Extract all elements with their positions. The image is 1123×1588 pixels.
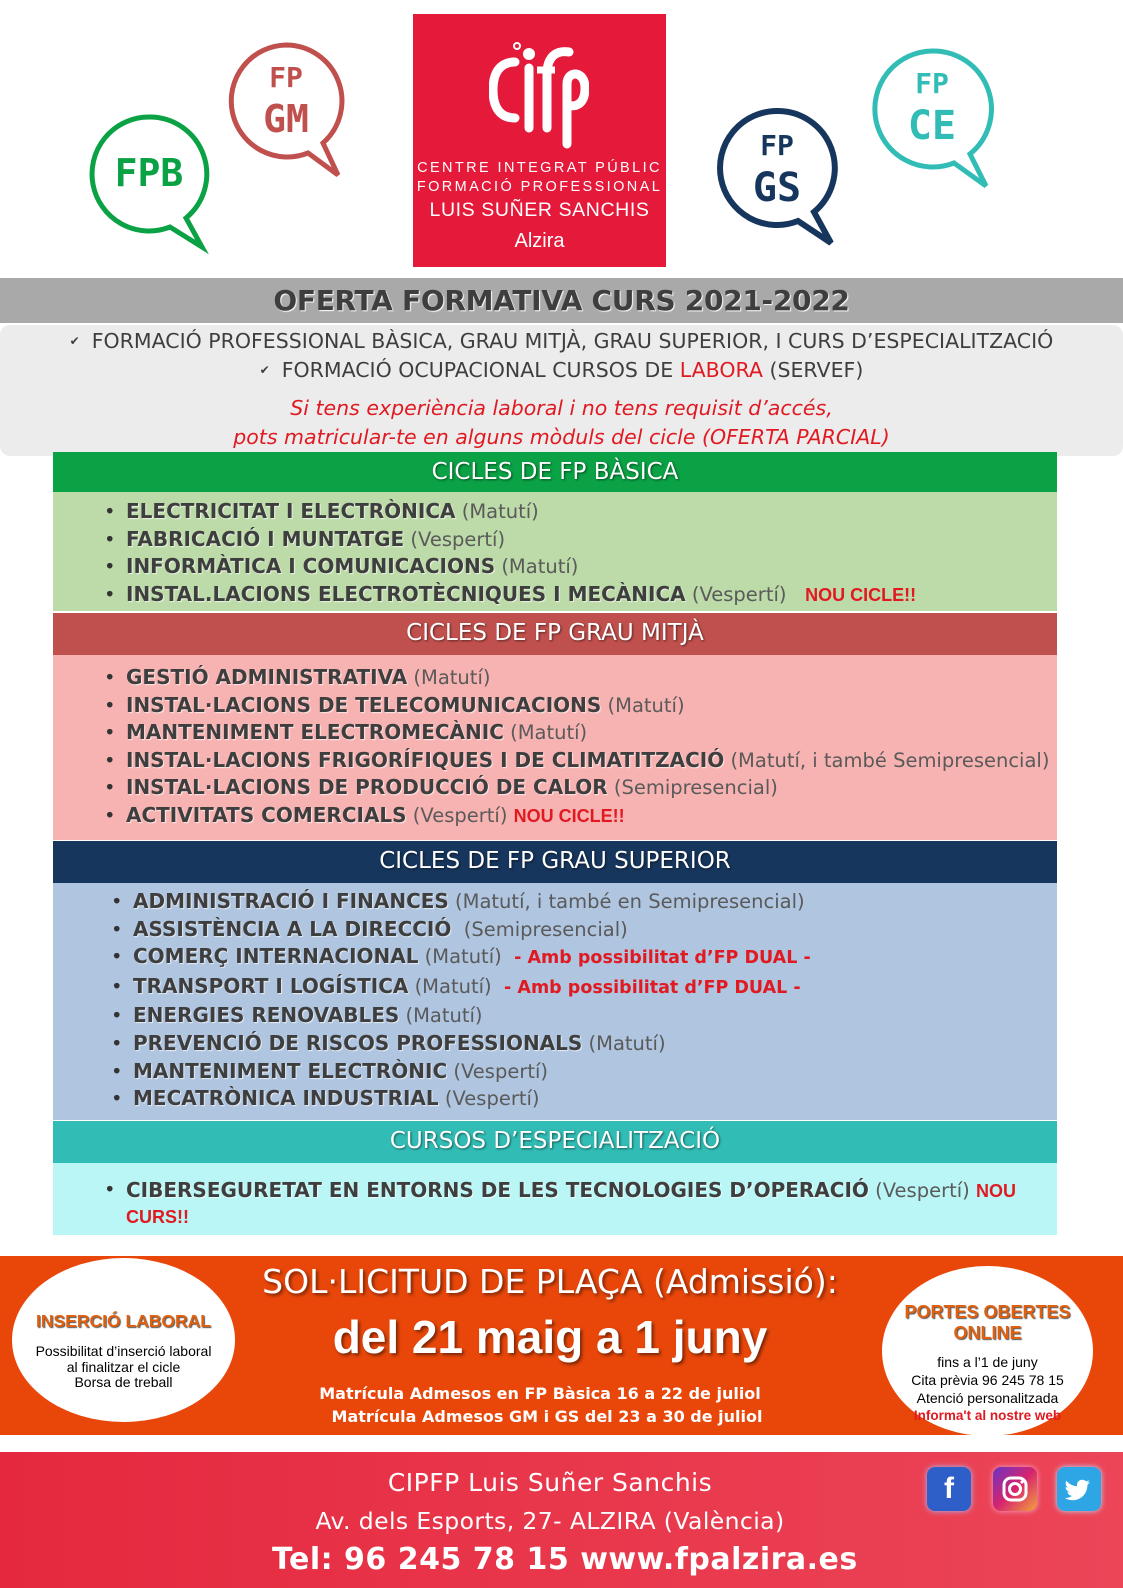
cycle-name: INFORMÀTICA I COMUNICACIONS	[126, 554, 496, 579]
section-header-superior: CICLES DE FP GRAU SUPERIOR	[53, 841, 1057, 883]
cycle-name: MECATRÒNICA INDUSTRIAL	[133, 1086, 439, 1111]
labora-text: LABORA	[679, 358, 763, 382]
cycle-name: COMERÇ INTERNACIONAL	[133, 944, 419, 969]
section-body-especialitzacio	[53, 1163, 1057, 1235]
logo-line-3: LUIS SUÑER SANCHIS	[429, 199, 650, 221]
ce-bubble-text-top: FP	[915, 67, 949, 100]
cycle-name: FABRICACIÓ I MUNTATGE	[126, 526, 405, 551]
new-badge: NOU CICLE!!	[513, 805, 625, 826]
gm-bubble-logo	[226, 42, 346, 180]
dual-badge: - Amb possibilitat d’FP DUAL -	[504, 977, 801, 998]
new-badge-continuation: CURS!!	[126, 1207, 189, 1227]
ce-bubble-text-bottom: CE	[907, 103, 957, 149]
cycle-shift: (Matutí)	[414, 974, 492, 998]
cycle-name: CIBERSEGURETAT EN ENTORNS DE LES TECNOLOGIES D’OPERACIÓ	[126, 1178, 869, 1202]
cycle-name: TRANSPORT I LOGÍSTICA	[133, 973, 409, 998]
intro-line-1	[0, 325, 1123, 356]
intro-box	[0, 325, 1123, 456]
logo-line-1: CENTRE INTEGRAT PÚBLIC	[417, 160, 662, 176]
admission-dates: del 21 maig a 1 juny	[332, 1311, 768, 1363]
admission-title: SOL·LICITUD DE PLAÇA (Admissió):	[262, 1262, 838, 1301]
facebook-icon[interactable]: f	[927, 1467, 971, 1511]
list-item	[133, 888, 1057, 916]
twitter-icon[interactable]	[1057, 1467, 1101, 1511]
cycle-name: MANTENIMENT ELECTROMECÀNIC	[126, 720, 504, 745]
portes-title-line-1: PORTES OBERTES	[904, 1302, 1071, 1322]
enrollment-note-fpb: Matrícula Admesos en FP Bàsica 16 a 22 de juliol	[319, 1384, 761, 1403]
cycle-name: INSTAL·LACIONS DE TELECOMUNICACIONS	[126, 692, 602, 717]
portes-text	[882, 1353, 1093, 1407]
cycle-name: ENERGIES RENOVABLES	[133, 1003, 400, 1028]
check-icon: ✔	[69, 334, 80, 348]
list-item	[126, 498, 1057, 526]
check-icon: ✔	[259, 363, 270, 377]
cycle-shift: (Matutí)	[461, 500, 539, 523]
gs-bubble-text-bottom: GS	[752, 165, 802, 211]
footer-address: Av. dels Esports, 27- ALZIRA (València)	[315, 1507, 785, 1535]
list-item	[126, 802, 1057, 831]
list-item-continuation	[126, 1204, 1057, 1230]
section-body-basica	[53, 492, 1057, 611]
gm-bubble-text-bottom: GM	[263, 97, 309, 141]
cycle-name: INSTAL·LACIONS DE PRODUCCIÓ DE CALOR	[126, 775, 608, 800]
cycle-shift: (Matutí, i també en Semipresencial)	[455, 890, 805, 913]
list-item	[133, 1030, 1057, 1058]
enrollment-note-gm-gs: Matrícula Admesos GM i GS del 23 a 30 de juliol	[331, 1407, 763, 1426]
ce-bubble-logo	[870, 48, 994, 190]
instagram-icon[interactable]	[993, 1467, 1037, 1511]
section-header-especialitzacio: CURSOS D’ESPECIALITZACIÓ	[53, 1121, 1057, 1163]
instagram-glyph	[993, 1467, 1037, 1511]
gm-bubble-text-top: FP	[269, 61, 303, 94]
list-item	[133, 943, 1057, 973]
list-item	[126, 719, 1057, 747]
insercio-line-2: al finalitzar el cicle	[66, 1358, 181, 1375]
new-badge: NOU CICLE!!	[805, 584, 917, 605]
fpb-bubble-logo	[88, 114, 210, 254]
list-item	[126, 553, 1057, 581]
cycle-name: ADMINISTRACIÓ I FINANCES	[133, 889, 449, 913]
cycle-shift: (Semipresencial)	[613, 776, 778, 800]
section-body-mitja	[53, 655, 1057, 840]
cycle-shift: (Matutí)	[588, 1031, 666, 1055]
insercio-title: INSERCIÓ LABORAL	[36, 1311, 211, 1331]
cycle-name: MANTENIMENT ELECTRÒNIC	[133, 1058, 448, 1083]
servef-text: (SERVEF)	[769, 358, 864, 382]
cifp-logo-mark	[489, 40, 589, 152]
intro-line-2-text: FORMACIÓ OCUPACIONAL CURSOS DE	[281, 358, 674, 382]
portes-web-link[interactable]: Informa't al nostre web	[913, 1408, 1062, 1423]
new-badge: NOU	[975, 1181, 1016, 1201]
portes-obertes-oval	[882, 1266, 1093, 1436]
cycle-name: INSTAL.LACIONS ELECTROTÈCNIQUES I MECÀNICA	[126, 581, 686, 606]
cycle-shift: (Matutí)	[413, 666, 491, 689]
cycle-shift: (Vespertí)	[691, 582, 787, 606]
section-header-mitja: CICLES DE FP GRAU MITJÀ	[53, 613, 1057, 655]
cycle-shift: (Vespertí)	[453, 1059, 549, 1083]
fpb-bubble-text: FPB	[114, 151, 184, 195]
cycle-shift: (Vespertí)	[412, 803, 508, 827]
insercio-line-1: Possibilitat d’inserció laboral	[35, 1343, 212, 1359]
portes-title-line-2: ONLINE	[953, 1323, 1022, 1343]
cifp-logo	[413, 14, 666, 267]
intro-line-2	[0, 356, 1123, 385]
logo-city: Alzira	[514, 230, 565, 252]
portes-line-3: Atenció personalitzada	[916, 1390, 1059, 1406]
partial-offer-note-2: pots matricular-te en alguns mòduls del cicle (OFERTA PARCIAL)	[233, 425, 890, 449]
cycle-name: INSTAL·LACIONS FRIGORÍFIQUES I DE CLIMATITZACIÓ	[126, 747, 725, 772]
list-item	[133, 973, 1057, 1003]
section-header-basica: CICLES DE FP BÀSICA	[53, 452, 1057, 492]
insercio-text	[12, 1344, 235, 1391]
list-item	[126, 774, 1057, 802]
portes-line-1: fins a l’1 de juny	[937, 1354, 1038, 1370]
list-item	[133, 1002, 1057, 1030]
twitter-glyph	[1057, 1467, 1101, 1511]
cycle-shift: (Matutí)	[405, 1004, 483, 1028]
cycle-shift: (Semipresencial)	[463, 917, 628, 941]
list-item	[126, 581, 1057, 610]
list-item	[133, 1058, 1057, 1086]
cycle-shift: (Matutí)	[510, 721, 588, 745]
footer-school-name: CIPFP Luis Suñer Sanchis	[387, 1468, 713, 1497]
list-item	[126, 1177, 1057, 1204]
cycle-shift: (Vespertí)	[444, 1087, 540, 1111]
dual-badge: - Amb possibilitat d’FP DUAL -	[514, 948, 811, 969]
logo-line-2: FORMACIÓ PROFESSIONAL	[416, 179, 663, 195]
insercio-laboral-oval	[12, 1258, 235, 1422]
cycle-shift: (Vespertí)	[410, 527, 506, 551]
cycle-name: GESTIÓ ADMINISTRATIVA	[126, 665, 408, 689]
cycle-name: ASSISTÈNCIA A LA DIRECCIÓ	[133, 916, 452, 941]
cycle-shift: (Matutí)	[501, 555, 579, 579]
intro-line-1-text: FORMACIÓ PROFESSIONAL BÀSICA, GRAU MITJÀ, GRAU SUPERIOR, I CURS D’ESPECIALITZACIÓ	[91, 329, 1054, 353]
cycle-name: PREVENCIÓ DE RISCOS PROFESSIONALS	[133, 1030, 583, 1055]
list-item	[133, 916, 1057, 944]
page-title: OFERTA FORMATIVA CURS 2021-2022	[0, 278, 1123, 323]
section-body-superior	[53, 883, 1057, 1120]
partial-offer-note-1: Si tens experiència laboral i no tens requisit d’accés,	[290, 396, 833, 420]
portes-title	[882, 1302, 1093, 1344]
cycle-shift: (Matutí)	[424, 945, 502, 969]
cycle-shift: (Matutí, i també Semipresencial)	[730, 748, 1050, 772]
cycle-name: ELECTRICITAT I ELECTRÒNICA	[126, 499, 456, 523]
list-item	[126, 692, 1057, 720]
cycle-shift: (Vespertí)	[875, 1179, 970, 1202]
list-item	[126, 664, 1057, 692]
gs-bubble-logo	[716, 108, 838, 248]
gs-bubble-text-top: FP	[760, 129, 794, 162]
insercio-line-3: Borsa de treball	[74, 1374, 173, 1390]
list-item	[133, 1085, 1057, 1113]
list-item	[126, 747, 1057, 775]
list-item	[126, 526, 1057, 554]
cycle-name: ACTIVITATS COMERCIALS	[126, 802, 407, 827]
portes-line-2: Cita prèvia 96 245 78 15	[911, 1372, 1064, 1388]
cycle-shift: (Matutí)	[607, 693, 685, 717]
footer-contact[interactable]: Tel: 96 245 78 15 www.fpalzira.es	[272, 1542, 858, 1577]
